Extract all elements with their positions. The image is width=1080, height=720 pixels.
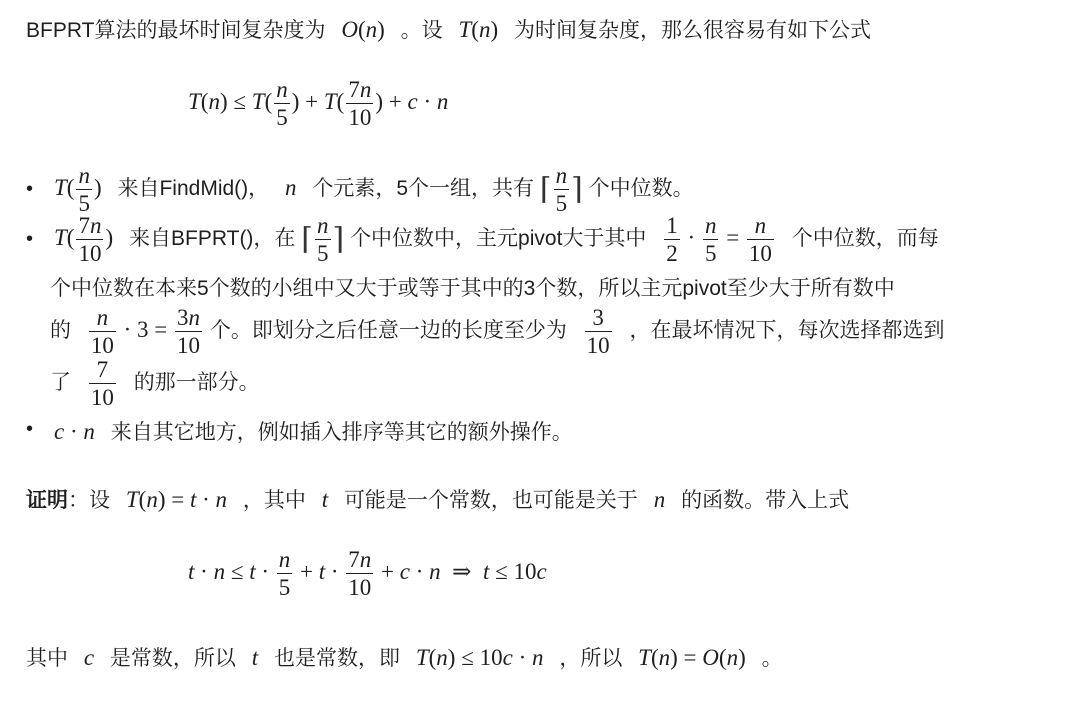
bullet-2-text-5: 个。即划分之后任意一边的长度至少为	[209, 319, 567, 343]
conclusion-text-1: 其中	[26, 647, 68, 670]
bullet-3: c · n 来自其它地方，例如插入排序等其它的额外操作。	[54, 419, 573, 444]
math-T-n: T	[458, 17, 472, 42]
proof-text-0: ：设	[68, 489, 110, 512]
math-O-n: O	[341, 17, 358, 42]
bullet-2-line-2: 个中位数在本来5个数的小组中又大于或等于其中的3个数，所以主元pivot至少大于所有数中	[50, 277, 895, 300]
intro-text-1: BFPRT算法的最坏时间复杂度为	[26, 19, 326, 42]
bullet-2-text-8: 的那一部分。	[133, 371, 260, 395]
bullet-dot-1: •	[26, 178, 34, 200]
conclusion-line: 其中 c 是常数，所以 t 也是常数，即 T(n) ≤ 10c · n ，所以 T(n) = O(n) 。	[26, 645, 783, 670]
proof-text-1: ，其中	[242, 489, 306, 512]
bullet-3-text-1: 来自其它地方，例如插入排序等其它的额外操作。	[110, 421, 573, 444]
bullet-2-line-3: 的 $\frac{n}{10}$ · 3 = $\frac{3n}{10}$ 个。即划分之后任意一边的长度至少为 $\frac{3}{10}$ ，在最坏情况下，每次选择都选到	[50, 305, 945, 358]
bullet-2-text-2: 个中位数中，主元pivot大于其中	[350, 227, 647, 251]
bullet-1-text-1: 来自FindMid()，	[117, 177, 270, 201]
intro-text-3: 为时间复杂度，那么很容易有如下公式	[513, 19, 871, 42]
intro-text-2: 。设	[400, 19, 443, 42]
bullet-1-text-3: 个中位数。	[588, 177, 694, 201]
conclusion-text-3: 也是常数，即	[273, 647, 400, 670]
bullet-2-line-1: T( $\frac{7n}{10}$ ) 来自BFPRT()，在 ⌈ $\frac{n}{5}$ ⌉ 个中位数中，主元pivot大于其中 $\frac{1}{2}$ · $\frac{n}{5}$ = $\frac{n}{10}$ 个中位数，而每	[54, 213, 939, 266]
proof-formula: t · n ≤ t · $\frac{n}{5}$ + t · $\frac{7n}{10}$ + c · n ⇒ t ≤ 10c	[188, 547, 547, 600]
bullet-2-text-1: 来自BFPRT()，在	[128, 227, 296, 251]
bullet-2-text-4: 的	[50, 319, 71, 343]
bullet-2-text-3: 个中位数，而每	[791, 227, 939, 251]
bullet-1: T( $\frac{n}{5}$ ) 来自FindMid()， n 个元素，5个一组，共有 ⌈ $\frac{n}{5}$ ⌉ 个中位数。	[54, 163, 694, 216]
bullet-1-text-2: 个元素，5个一组，共有	[312, 177, 535, 201]
bullet-dot-3: •	[26, 418, 34, 440]
conclusion-text-4: ，所以	[559, 647, 623, 670]
proof-label: 证明	[26, 489, 68, 512]
proof-text-2: 可能是一个常数，也可能是关于	[343, 489, 638, 512]
proof-text-3: 的函数。带入上式	[681, 489, 850, 512]
conclusion-text-2: 是常数，所以	[109, 647, 236, 670]
intro-line: BFPRT算法的最坏时间复杂度为 O(n) 。设 T(n) 为时间复杂度，那么很容易有如下公式	[26, 17, 871, 42]
conclusion-text-5: 。	[761, 647, 783, 670]
bullet-dot-2: •	[26, 228, 34, 250]
bullet-2-text-7: 了	[50, 371, 71, 395]
proof-line: 证明：设 T(n) = t · n ，其中 t 可能是一个常数，也可能是关于 n 的函数。带入上式	[26, 487, 850, 512]
bullet-2-text-6: ，在最坏情况下，每次选择都选到	[629, 319, 945, 343]
bullet-2-line-4: 了 $\frac{7}{10}$ 的那一部分。	[50, 357, 260, 410]
recurrence-formula: T(n) ≤ T( $\frac{n}{5}$ ) + T( $\frac{7n}{10}$ ) + c · n	[188, 77, 449, 130]
